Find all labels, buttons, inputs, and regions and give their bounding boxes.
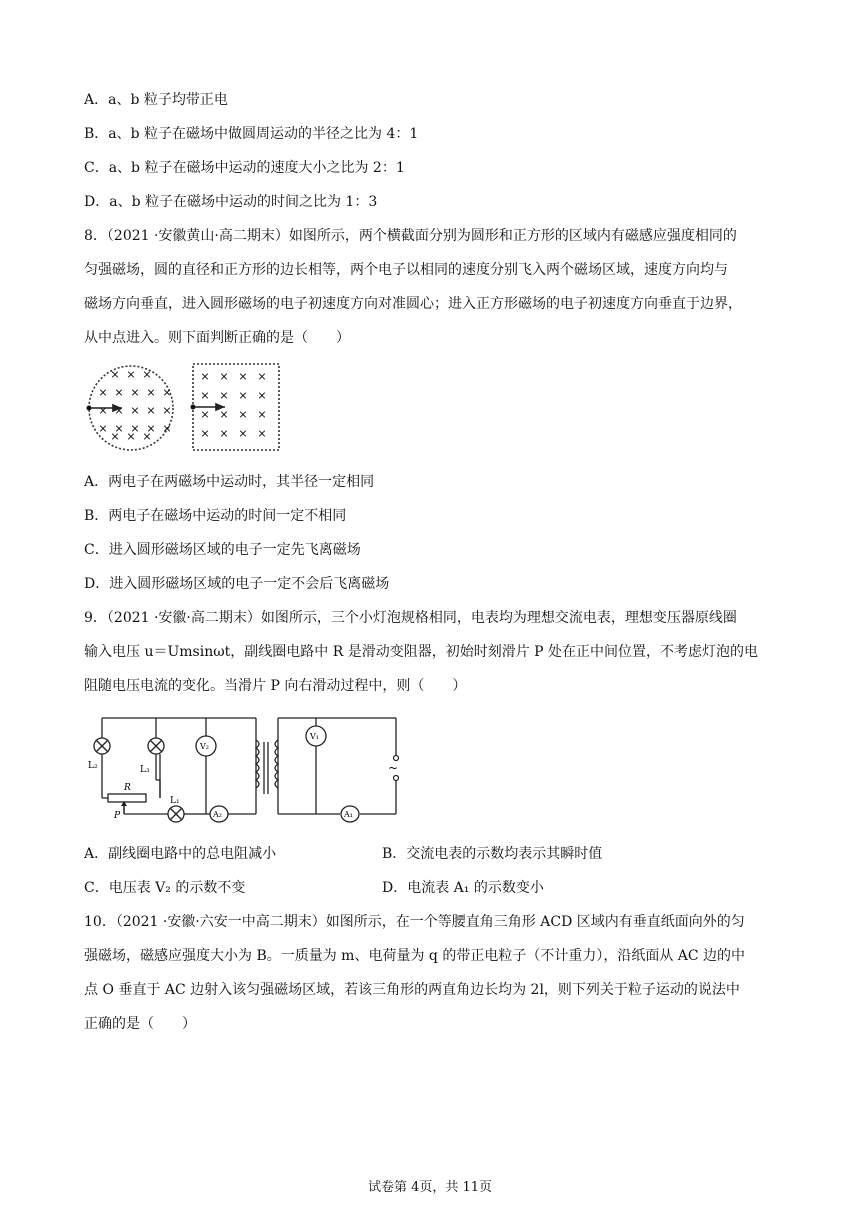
q9-stem-line-2: 输入电压 u＝Umsinωt，副线圈电路中 R 是滑动变阻器，初始时刻滑片 P 处在正中间位置，不考虑灯泡的电	[84, 644, 759, 660]
field-mark: ×	[98, 422, 108, 435]
field-mark: ×	[126, 368, 136, 381]
field-mark: ×	[238, 408, 248, 421]
q8-option-b: B．两电子在磁场中运动的时间一定不相同	[84, 508, 347, 524]
lamp-l2	[94, 738, 110, 754]
q9-option-a: A．副线圈电路中的总电阻减小	[84, 846, 277, 862]
q9-option-b: B．交流电表的示数均表示其瞬时值	[382, 846, 603, 862]
circle-field-marks	[98, 368, 171, 443]
q8-field-figure	[82, 358, 312, 458]
q8-stem-line-4: 从中点进入。则下面判断正确的是（ ）	[84, 330, 350, 346]
q10-stem-line-1: 10．（2021 ·安徽·六安一中高二期末）如图所示，在一个等腰直角三角形 ACD 区域内有垂直纸面向外的匀	[84, 914, 745, 930]
field-mark: ×	[130, 386, 140, 399]
field-mark: ×	[98, 404, 108, 417]
ac-terminal-top	[394, 756, 399, 761]
field-mark: ×	[162, 404, 172, 417]
page-footer: 试卷第 4页，共 11页	[367, 1180, 493, 1195]
label-v1: V₁	[310, 732, 319, 741]
field-mark: ×	[162, 386, 172, 399]
lamp-l1	[168, 806, 184, 822]
field-mark: ×	[219, 370, 229, 383]
field-mark: ×	[142, 368, 152, 381]
field-mark: ×	[200, 389, 210, 402]
label-ac-source: ~	[388, 761, 399, 775]
transformer	[256, 740, 278, 794]
q9-stem-line-3: 阻随电压电流的变化。当滑片 P 向右滑动过程中，则（ ）	[84, 678, 467, 694]
rheostat	[108, 794, 146, 802]
field-mark: ×	[200, 427, 210, 440]
field-mark: ×	[200, 370, 210, 383]
q9-option-d: D．电流表 A₁ 的示数变小	[382, 880, 544, 896]
label-l1: L₁	[170, 796, 180, 806]
q10-stem-line-2: 强磁场，磁感应强度大小为 B。一质量为 m、电荷量为 q 的带正电粒子（不计重力），沿纸面从 AC 边的中	[84, 948, 746, 964]
q8-option-a: A．两电子在两磁场中运动时，其半径一定相同	[84, 474, 375, 490]
ac-terminal-bottom	[394, 776, 399, 781]
label-a1: A₁	[344, 810, 353, 819]
field-mark: ×	[162, 422, 172, 435]
field-mark: ×	[200, 408, 210, 421]
q9-stem-line-1: 9．（2021 ·安徽·高二期末）如图所示，三个小灯泡规格相同，电表均为理想交流电表，理想变压器原线圈	[84, 610, 737, 626]
q9-option-c: C．电压表 V₂ 的示数不变	[84, 880, 246, 896]
field-mark: ×	[238, 389, 248, 402]
field-mark: ×	[257, 389, 267, 402]
q10-stem-line-4: 正确的是（ ）	[84, 1016, 196, 1032]
field-mark: ×	[146, 386, 156, 399]
q8-stem-line-1: 8．（2021 ·安徽黄山·高二期末）如图所示，两个横截面分别为圆形和正方形的区域内有磁感应强度相同的	[84, 228, 737, 244]
q7-option-a: A．a、b 粒子均带正电	[84, 92, 228, 108]
q7-option-b: B．a、b 粒子在磁场中做圆周运动的半径之比为 4：1	[84, 126, 419, 142]
field-mark: ×	[219, 408, 229, 421]
field-mark: ×	[130, 404, 140, 417]
field-mark: ×	[257, 408, 267, 421]
q8-option-d: D．进入圆形磁场区域的电子一定不会后飞离磁场	[84, 576, 390, 592]
label-r: R	[124, 783, 131, 793]
field-mark: ×	[114, 386, 124, 399]
q10-stem-line-3: 点 O 垂直于 AC 边射入该匀强磁场区域，若该三角形的两直角边长均为 2l，则下列关于粒子运动的说法中	[84, 982, 740, 998]
label-v2: V₂	[200, 742, 209, 751]
field-mark: ×	[98, 386, 108, 399]
label-l3: L₃	[140, 765, 150, 775]
field-mark: ×	[126, 430, 136, 443]
label-l2: L₂	[88, 761, 98, 771]
field-mark: ×	[110, 368, 120, 381]
field-mark: ×	[257, 427, 267, 440]
field-mark: ×	[114, 404, 124, 417]
square-field-marks	[200, 370, 266, 440]
field-mark: ×	[110, 430, 120, 443]
field-mark: ×	[146, 404, 156, 417]
q8-option-c: C．进入圆形磁场区域的电子一定先飞离磁场	[84, 542, 361, 558]
lamp-l3	[148, 738, 164, 754]
field-mark: ×	[238, 370, 248, 383]
label-p: P	[114, 811, 121, 821]
field-mark: ×	[114, 422, 124, 435]
field-mark: ×	[130, 422, 140, 435]
field-mark: ×	[142, 430, 152, 443]
q7-option-c: C．a、b 粒子在磁场中运动的速度大小之比为 2：1	[84, 160, 405, 176]
label-a2: A₂	[213, 810, 222, 819]
q8-stem-line-3: 磁场方向垂直，进入圆形磁场的电子初速度方向对准圆心；进入正方形磁场的电子初速度方向垂直于边界，	[84, 296, 742, 312]
field-mark: ×	[219, 389, 229, 402]
q8-stem-line-2: 匀强磁场，圆的直径和正方形的边长相等，两个电子以相同的速度分别飞入两个磁场区域，速度方向均与	[84, 262, 728, 278]
q7-option-d: D．a、b 粒子在磁场中运动的时间之比为 1：3	[84, 194, 378, 210]
field-mark: ×	[238, 427, 248, 440]
field-mark: ×	[257, 370, 267, 383]
field-mark: ×	[146, 422, 156, 435]
field-mark: ×	[219, 427, 229, 440]
q9-transformer-circuit	[88, 710, 418, 830]
